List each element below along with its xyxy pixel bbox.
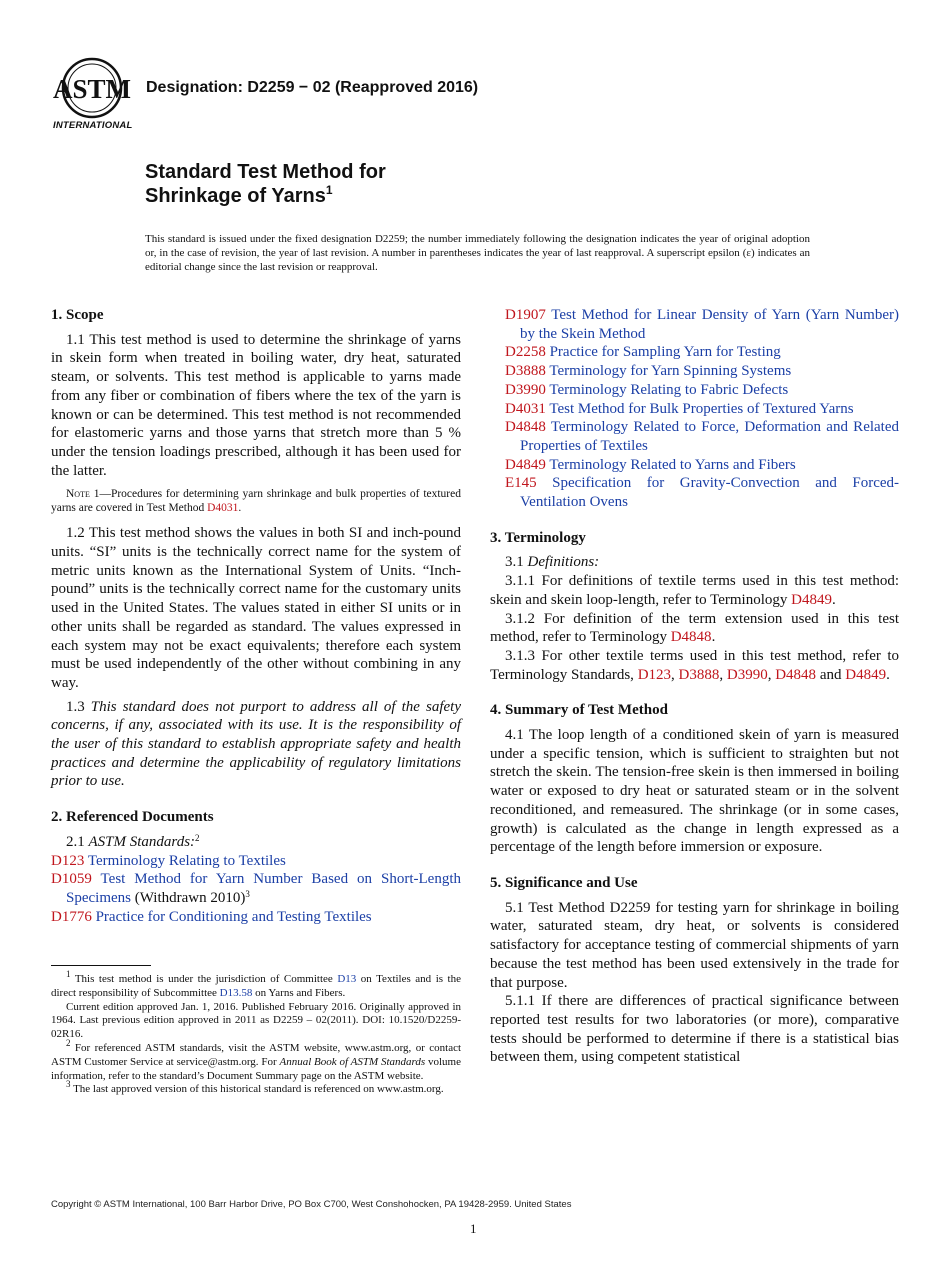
ref-title[interactable]: Test Method for Linear Density of Yarn (Yarn Number) by the Skein Method xyxy=(520,307,899,342)
section-2-heading: 2. Referenced Documents xyxy=(51,809,214,826)
ref-code[interactable]: D1059 xyxy=(51,871,92,888)
ref-code[interactable]: D3888 xyxy=(505,363,546,380)
para-3-1-2 xyxy=(490,610,899,647)
section-3-heading: 3. Terminology xyxy=(490,529,586,546)
ref-code[interactable]: D3990 xyxy=(505,381,546,398)
ref-link[interactable]: D4848 xyxy=(670,629,712,646)
ref-title[interactable]: Test Method for Bulk Properties of Textured Yarns xyxy=(549,400,854,417)
title-footnote-mark: 1 xyxy=(325,183,333,197)
fn-text: on Yarns and Fibers. xyxy=(252,986,346,999)
ref-link[interactable]: D3990 xyxy=(726,666,768,683)
ref-title[interactable]: Terminology Related to Yarns and Fibers xyxy=(549,456,796,473)
para-5-1-1: 5.1.1 If there are differences of practical significance between reported test results for two laboratories (or more), comparative tests should be performed to determine if there is a statistical bias between them, using competent statistical xyxy=(490,993,899,1066)
footnotes xyxy=(51,969,462,1097)
ref-link[interactable]: D3888 xyxy=(678,666,720,683)
para-4-1: 4.1 The loop length of a conditioned skein of yarn is measured under a specific tension, which is sufficient to straighten but not stretch the skein. The tension-free skein is then immersed in boiling water or exposed to dry heat or saturated steam or in the solvent reconditioned, and remeasured. The shrinkage (or in some cases, growth) is calculated as the change in length expressed as a percentage of the length before immersion or exposure. xyxy=(490,727,899,856)
footnote-1-edition: Current edition approved Jan. 1, 2016. Published February 2016. Originally approved in 1964. Last previous edition approved in 2011 as D2259 – 02(2011). DOI: 10.1520/D2259-02R16. xyxy=(51,1000,461,1041)
page-title xyxy=(145,160,386,208)
period: . xyxy=(886,666,890,683)
ref-code[interactable]: D4031 xyxy=(505,400,546,417)
footnote-2 xyxy=(51,1037,462,1083)
footnote-divider xyxy=(51,965,151,966)
ref-extra: (Withdrawn 2010) xyxy=(131,889,246,906)
period: . xyxy=(831,591,836,608)
astm-logo xyxy=(50,54,136,134)
fn-mark: 1 xyxy=(66,969,71,979)
ref-item-d3990[interactable] xyxy=(505,381,899,400)
para-2-1-sup: 2 xyxy=(195,832,200,843)
para-3-1-1 xyxy=(490,572,899,609)
para-2-1 xyxy=(51,833,461,852)
designation: Designation: D2259 − 02 (Reapproved 2016) xyxy=(146,79,479,96)
ref-code[interactable]: D123 xyxy=(51,852,85,869)
section-5-heading: 5. Significance and Use xyxy=(490,874,638,891)
ref-code[interactable]: D1907 xyxy=(505,307,546,323)
ref-title[interactable]: Terminology for Yarn Spinning Systems xyxy=(549,363,792,380)
fn-text: The last approved version of this historical standard is referenced on www.astm.org. xyxy=(73,1083,444,1096)
fn-text: For referenced ASTM standards, visit the ASTM website, www.astm.org, or contact ASTM Customer Service at service@astm.org. For xyxy=(51,1041,462,1068)
para-3-1-num: 3.1 xyxy=(505,554,528,571)
para-1-3-num: 1.3 xyxy=(66,698,91,715)
ref-item-d1776[interactable] xyxy=(51,908,461,927)
para-text: 3.1.2 For definition of the term extension used in this test method, refer to Terminology xyxy=(490,610,899,646)
fn-text: on Textiles and is the direct responsibility of Subcommittee xyxy=(51,973,461,999)
ref-title[interactable]: Practice for Sampling Yarn for Testing xyxy=(549,344,781,361)
note-ref-d4031[interactable]: D4031 xyxy=(207,502,239,515)
section-4-heading: 4. Summary of Test Method xyxy=(490,702,668,719)
ref-item-d123[interactable] xyxy=(51,852,461,871)
para-1-3-text: This standard does not purport to address all of the safety concerns, if any, associated with its use. It is the responsibility of the user of this standard to establish appropriate safety and health practices and determine the applicability of regulatory limitations prior to use. xyxy=(51,698,461,790)
ref-item-d4848[interactable] xyxy=(505,418,899,455)
note-1 xyxy=(51,487,461,515)
para-text: 3.1.3 For other textile terms used in this test method, refer to Terminology Standards, xyxy=(490,647,899,683)
ref-item-d1907[interactable] xyxy=(505,306,899,343)
fn-link-d13-58[interactable]: D13.58 xyxy=(219,986,253,999)
title-line2: Shrinkage of Yarns xyxy=(145,185,326,207)
ref-item-d3888[interactable] xyxy=(505,362,899,381)
ref-code[interactable]: D4849 xyxy=(505,456,546,473)
right-column xyxy=(490,306,899,1067)
ref-title[interactable]: Practice for Conditioning and Testing Textiles xyxy=(95,908,372,925)
note-prefix: Note 1 xyxy=(66,488,100,501)
note-text: —Procedures for determining yarn shrinkage and bulk properties of textured yarns are covered in Test Method xyxy=(51,488,461,515)
logo-letters: ASTM xyxy=(52,74,132,104)
para-1-2: 1.2 This test method shows the values in both SI and inch-pound units. “SI” units is the technically correct name for the system of metric units known as the International System of Units. “Inch-pound” units is the technically correct name for the customary units used in the United States. The values stated in either SI units or in other units shall be regarded as standard. The values expressed in each system may not be exact equivalents; therefore each system must be used independently of the other without combining in any way. xyxy=(51,525,461,691)
ref-sup: 3 xyxy=(245,888,250,899)
footnote-1 xyxy=(51,969,461,1001)
ref-link[interactable]: D123 xyxy=(637,666,672,683)
ref-title[interactable]: Terminology Relating to Textiles xyxy=(87,852,286,869)
para-2-1-text: ASTM Standards: xyxy=(88,833,196,850)
para-3-1-text: Definitions: xyxy=(527,554,600,571)
ref-title[interactable]: Terminology Related to Force, Deformation and Related Properties of Textiles xyxy=(520,419,899,454)
logo-text: INTERNATIONAL xyxy=(53,120,133,131)
fn-text: This test method is under the jurisdiction of Committee xyxy=(74,973,338,985)
page-number: 1 xyxy=(470,1221,477,1236)
ref-item-d4849[interactable] xyxy=(505,456,899,475)
ref-link[interactable]: D4849 xyxy=(791,591,832,608)
title-line1: Standard Test Method for xyxy=(145,161,386,183)
fn-mark: 3 xyxy=(66,1079,71,1090)
ref-item-d4031[interactable] xyxy=(505,400,899,419)
footnote-3 xyxy=(51,1079,461,1097)
copyright-footer: Copyright © ASTM International, 100 Barr Harbor Drive, PO Box C700, West Conshohocken, PA 19428-2959. United States xyxy=(51,1199,572,1210)
para-1-1: 1.1 This test method is used to determine the shrinkage of yarns in skein form when treated in boiling water, dry heat, saturated steam, or solvents. This test method is applicable to yarns made from any fiber or combination of fibers where the tex of the yarn is known or can be determined. This test method is not recommended for elastomeric yarns and those yarns that stretch more than 5 % under the tension loadings prescribed, although it has been used for the latter. xyxy=(51,331,461,479)
preamble: This standard is issued under the fixed designation D2259; the number immediately following the designation indicates the year of original adoption or, in the case of revision, the year of last revision. A number in parentheses indicates the year of last reapproval. A superscript epsilon (ε) indicates an editorial change since the last revision or reapproval. xyxy=(145,233,810,273)
ref-item-d1059[interactable] xyxy=(51,870,461,907)
ref-title[interactable]: Terminology Relating to Fabric Defects xyxy=(549,381,789,398)
ref-title[interactable]: Specification for Gravity-Convection and Forced-Ventilation Ovens xyxy=(520,475,899,511)
ref-title[interactable]: Test Method for Yarn Number Based on Short-Length Specimens xyxy=(66,871,461,906)
note-end: . xyxy=(238,502,242,515)
fn-text: volume information, refer to the standard’s Document Summary page on the ASTM website. xyxy=(51,1055,461,1082)
ref-link[interactable]: D4849 xyxy=(845,666,887,683)
ref-code[interactable]: D4848 xyxy=(505,419,546,436)
period: . xyxy=(711,629,716,646)
left-column xyxy=(51,306,461,926)
para-1-3 xyxy=(51,698,461,792)
para-2-1-num: 2.1 xyxy=(66,833,89,850)
ref-item-d2258[interactable] xyxy=(505,343,899,362)
ref-item-e145[interactable] xyxy=(505,474,899,511)
para-text: 3.1.1 For definitions of textile terms used in this test method: skein and skein loop-length, refer to Terminology xyxy=(490,573,899,608)
para-3-1-3: 3.1.3 For other textile terms used in this test method, refer to Terminology Standards, D123, D3888, D3990, D4848 and D4849. xyxy=(490,647,899,683)
fn-italic: Annual Book of ASTM Standards xyxy=(279,1055,426,1068)
section-1-heading: 1. Scope xyxy=(51,307,104,323)
fn-mark: 2 xyxy=(66,1037,71,1048)
ref-code[interactable]: E145 xyxy=(505,475,537,492)
ref-code[interactable]: D1776 xyxy=(51,908,92,925)
refs-right xyxy=(505,306,899,512)
para-5-1: 5.1 Test Method D2259 for testing yarn for shrinkage in boiling water, saturated steam, dry heat, or solvents is considered satisfactory for acceptance testing of commercial shipments of yarn because the test method has been used extensively in the trade for that purpose. xyxy=(490,899,899,991)
ref-link[interactable]: D4848 xyxy=(775,666,817,683)
and-word: and xyxy=(819,666,842,683)
fn-link-d13[interactable]: D13 xyxy=(337,973,357,985)
para-3-1 xyxy=(490,553,899,572)
ref-code[interactable]: D2258 xyxy=(505,344,546,361)
